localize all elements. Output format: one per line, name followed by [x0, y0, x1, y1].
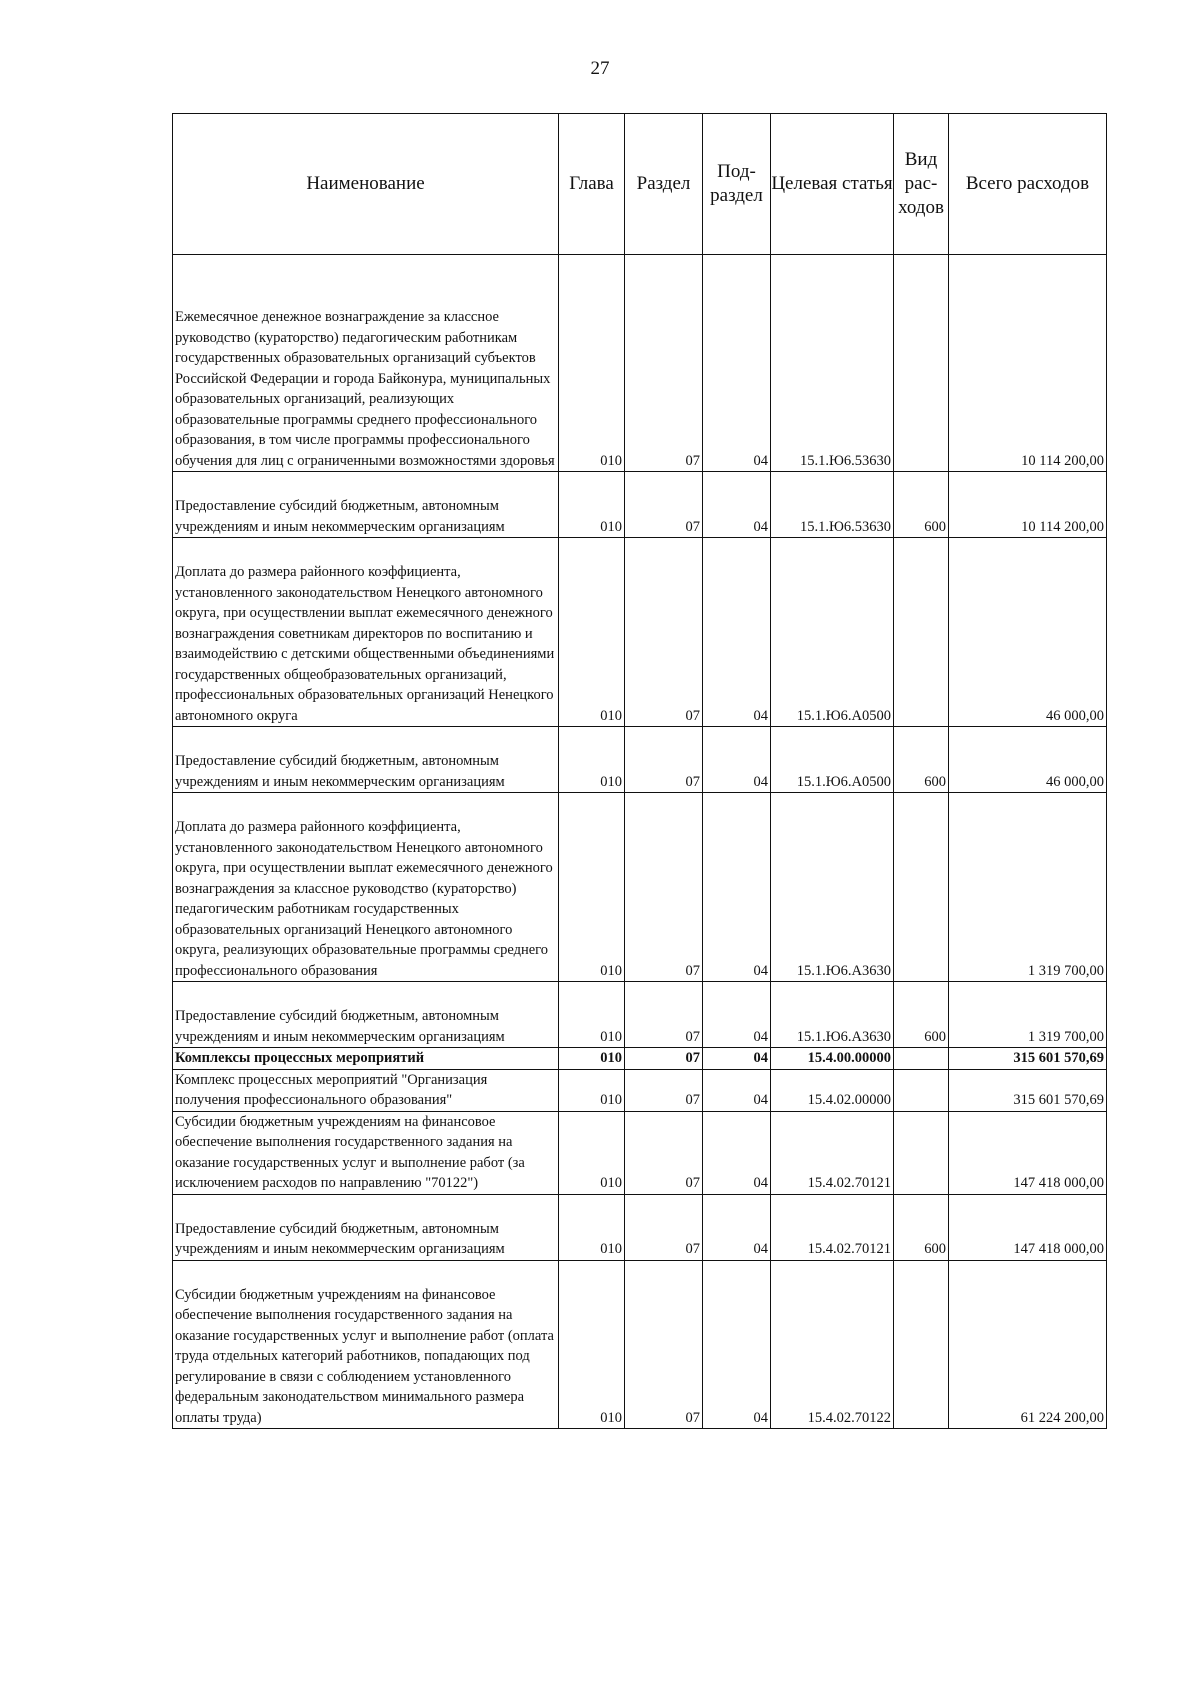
cell-target: 15.4.02.00000: [771, 1069, 894, 1111]
cell-subsection: 04: [703, 472, 771, 538]
cell-target: 15.1.Ю6.53630: [771, 472, 894, 538]
cell-section: 07: [625, 1111, 703, 1194]
cell-target: 15.1.Ю6.53630: [771, 255, 894, 472]
cell-target: 15.4.02.70121: [771, 1111, 894, 1194]
table-row: [173, 793, 1107, 982]
table-row: [173, 1260, 1107, 1429]
cell-target: 15.1.Ю6.А3630: [771, 793, 894, 982]
cell-expense-type: [894, 255, 949, 472]
cell-total: 147 418 000,00: [949, 1111, 1107, 1194]
cell-target: 15.1.Ю6.А3630: [771, 982, 894, 1048]
table-row: [173, 255, 1107, 472]
cell-total: 315 601 570,69: [949, 1048, 1107, 1070]
cell-section: 07: [625, 982, 703, 1048]
cell-chapter: 010: [559, 793, 625, 982]
cell-total: 46 000,00: [949, 727, 1107, 793]
cell-chapter: 010: [559, 1194, 625, 1260]
cell-section: 07: [625, 793, 703, 982]
table-row: [173, 538, 1107, 727]
cell-subsection: 04: [703, 982, 771, 1048]
cell-expense-type: [894, 538, 949, 727]
cell-total: 46 000,00: [949, 538, 1107, 727]
cell-name: Комплекс процессных мероприятий "Организация получения профессионального образования": [173, 1069, 559, 1111]
cell-total: 61 224 200,00: [949, 1260, 1107, 1429]
cell-expense-type: [894, 1111, 949, 1194]
cell-target: 15.4.00.00000: [771, 1048, 894, 1070]
header-subsection: Под-раздел: [703, 114, 771, 255]
cell-name: Предоставление субсидий бюджетным, автономным учреждениям и иным некоммерческим организациям: [173, 982, 559, 1048]
cell-section: 07: [625, 255, 703, 472]
cell-subsection: 04: [703, 1111, 771, 1194]
cell-section: 07: [625, 1048, 703, 1070]
cell-subsection: 04: [703, 727, 771, 793]
cell-total: 10 114 200,00: [949, 472, 1107, 538]
page-number: 27: [590, 58, 610, 79]
cell-chapter: 010: [559, 982, 625, 1048]
cell-name: Доплата до размера районного коэффициента, установленного законодательством Ненецкого автономного округа, при осуществлении выплат ежемесячного денежного вознаграждения советникам директоров по воспитанию и взаимодействию с детскими общественными объединениями государственных общеобразовательных организаций, профессиональных образовательных организаций Ненецкого автономного округа: [173, 538, 559, 727]
cell-total: 315 601 570,69: [949, 1069, 1107, 1111]
header-row: [173, 114, 1107, 255]
cell-section: 07: [625, 538, 703, 727]
cell-expense-type: [894, 1048, 949, 1070]
table-row: [173, 1111, 1107, 1194]
cell-subsection: 04: [703, 255, 771, 472]
cell-section: 07: [625, 1069, 703, 1111]
header-name: Наименование: [173, 114, 559, 255]
cell-name: Ежемесячное денежное вознаграждение за классное руководство (кураторство) педагогическим работникам государственных образовательных организаций субъектов Российской Федерации и города Байконура, муниципальных образовательных организаций, реализующих образовательные программы среднего профессионального образования, в том числе программы профессионального обучения для лиц с ограниченными возможностями здоровья: [173, 255, 559, 472]
table-row: [173, 1048, 1107, 1070]
cell-chapter: 010: [559, 1260, 625, 1429]
table-row: [173, 1194, 1107, 1260]
cell-section: 07: [625, 472, 703, 538]
cell-target: 15.1.Ю6.А0500: [771, 538, 894, 727]
cell-total: 1 319 700,00: [949, 982, 1107, 1048]
cell-section: 07: [625, 727, 703, 793]
cell-subsection: 04: [703, 793, 771, 982]
cell-expense-type: 600: [894, 1194, 949, 1260]
cell-subsection: 04: [703, 1194, 771, 1260]
cell-expense-type: [894, 1069, 949, 1111]
budget-table: [172, 113, 1107, 1429]
cell-target: 15.4.02.70121: [771, 1194, 894, 1260]
cell-name: Предоставление субсидий бюджетным, автономным учреждениям и иным некоммерческим организациям: [173, 472, 559, 538]
cell-chapter: 010: [559, 727, 625, 793]
cell-subsection: 04: [703, 538, 771, 727]
cell-subsection: 04: [703, 1260, 771, 1429]
table-row: [173, 1069, 1107, 1111]
table-row: [173, 472, 1107, 538]
header-expense-type: Вид рас-ходов: [894, 114, 949, 255]
cell-name: Предоставление субсидий бюджетным, автономным учреждениям и иным некоммерческим организациям: [173, 727, 559, 793]
cell-name: Субсидии бюджетным учреждениям на финансовое обеспечение выполнения государственного задания на оказание государственных услуг и выполнение работ (оплата труда отдельных категорий работников, попадающих под регулирование в связи с соблюдением установленного федеральным законодательством минимального размера оплаты труда): [173, 1260, 559, 1429]
cell-total: 1 319 700,00: [949, 793, 1107, 982]
cell-expense-type: 600: [894, 982, 949, 1048]
header-section: Раздел: [625, 114, 703, 255]
cell-expense-type: 600: [894, 727, 949, 793]
header-target: Целевая статья: [771, 114, 894, 255]
table-row: [173, 982, 1107, 1048]
cell-chapter: 010: [559, 538, 625, 727]
table-body: [173, 255, 1107, 1429]
cell-expense-type: [894, 1260, 949, 1429]
cell-name: Субсидии бюджетным учреждениям на финансовое обеспечение выполнения государственного задания на оказание государственных услуг и выполнение работ (за исключением расходов по направлению "70122"): [173, 1111, 559, 1194]
cell-name: Предоставление субсидий бюджетным, автономным учреждениям и иным некоммерческим организациям: [173, 1194, 559, 1260]
cell-name: Доплата до размера районного коэффициента, установленного законодательством Ненецкого автономного округа, при осуществлении выплат ежемесячного денежного вознаграждения за классное руководство (кураторство) педагогическим работникам государственных образовательных организаций Ненецкого автономного округа, реализующих образовательные программы среднего профессионального образования: [173, 793, 559, 982]
cell-expense-type: 600: [894, 472, 949, 538]
cell-name: Комплексы процессных мероприятий: [173, 1048, 559, 1070]
header-chapter: Глава: [559, 114, 625, 255]
cell-total: 147 418 000,00: [949, 1194, 1107, 1260]
cell-chapter: 010: [559, 255, 625, 472]
cell-target: 15.4.02.70122: [771, 1260, 894, 1429]
table-row: [173, 727, 1107, 793]
cell-section: 07: [625, 1194, 703, 1260]
cell-subsection: 04: [703, 1069, 771, 1111]
cell-chapter: 010: [559, 1111, 625, 1194]
cell-chapter: 010: [559, 472, 625, 538]
cell-total: 10 114 200,00: [949, 255, 1107, 472]
cell-chapter: 010: [559, 1048, 625, 1070]
cell-section: 07: [625, 1260, 703, 1429]
header-total: Всего расходов: [949, 114, 1107, 255]
cell-chapter: 010: [559, 1069, 625, 1111]
cell-subsection: 04: [703, 1048, 771, 1070]
cell-target: 15.1.Ю6.А0500: [771, 727, 894, 793]
cell-expense-type: [894, 793, 949, 982]
